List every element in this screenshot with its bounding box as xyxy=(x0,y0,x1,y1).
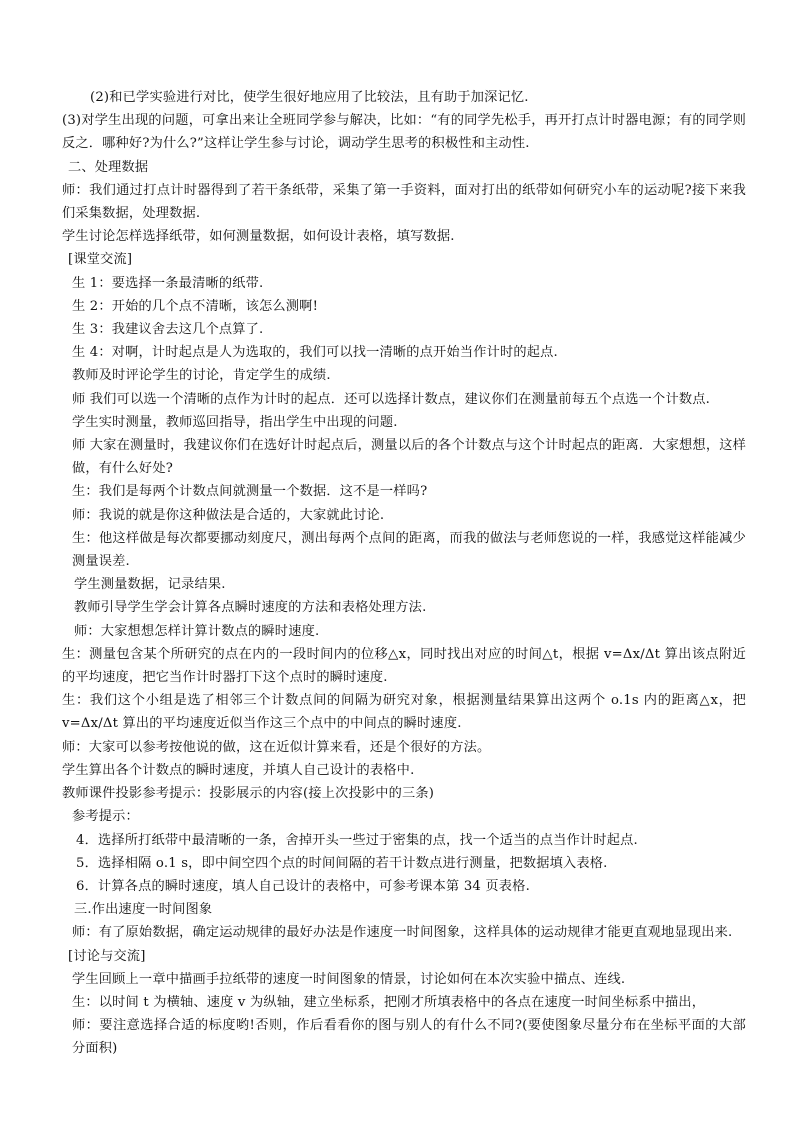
paragraph: 学生讨论怎样选择纸带，如何测量数据，如何设计表格，填写数据. xyxy=(62,229,455,245)
paragraph: (3)对学生出现的问题，可拿出来让全班同学参与解决，比如：“有的同学先松手，再开打点计时器电源；有的同学则反之．哪种好?为什么?”这样让学生参与讨论，调动学生思考的积极性和主动性. xyxy=(62,113,746,152)
dialogue-line: 生 1：要选择一条最清晰的纸带. xyxy=(72,275,264,291)
paragraph: 教师引导学生学会计算各点瞬时速度的方法和表格处理方法. xyxy=(74,600,427,616)
dialogue-line: 师 大家在测量时，我建议你们在选好计时起点后，测量以后的各个计数点与这个计时起点的距离．大家想想，这样做，有什么好处? xyxy=(72,438,746,477)
list-item: 5．选择相隔 o.1 s，即中间空四个点的时间间隔的若干计数点进行测量，把数据填入表格. xyxy=(76,855,608,871)
dialogue-line: 生：我们这个小组是选了相邻三个计数点间的间隔为研究对象，根据测量结果算出这两个 o.1s 内的距离△x，把 v=Δx/Δt 算出的平均速度近似当作这三个点中的中间点的瞬时速度. xyxy=(62,693,746,732)
subsection-label: [课堂交流] xyxy=(68,252,133,268)
dialogue-line: 生：以时间 t 为横轴、速度 v 为纵轴，建立坐标系，把刚才所填表格中的各点在速度一时间坐标系中描出， xyxy=(72,994,706,1010)
paragraph: 师：我们通过打点计时器得到了若干条纸带，采集了第一手资料，面对打出的纸带如何研究小车的运动呢?接下来我们采集数据，处理数据. xyxy=(62,182,746,222)
subsection-label: [讨论与交流] xyxy=(68,948,146,964)
dialogue-line: 师 我们可以选一个清晰的点作为计时的起点．还可以选择计数点，建议你们在测量前每五个点选一个计数点. xyxy=(72,391,710,407)
paragraph: 教师及时评论学生的讨论，肯定学生的成绩. xyxy=(72,368,331,384)
dialogue-line: 师：我说的就是你这种做法是合适的，大家就此讨论. xyxy=(72,507,385,523)
document-body xyxy=(62,86,746,1061)
list-item: 6．计算各点的瞬时速度，填人自己设计的表格中，可参考课本第 34 页表格. xyxy=(76,878,530,894)
dialogue-line: 生 2：开始的几个点不清晰，该怎么测啊! xyxy=(72,298,319,314)
dialogue-line: 师：有了原始数据，确定运动规律的最好办法是作速度一时间图象，这样具体的运动规律才能更直观地显现出来. xyxy=(72,925,733,941)
paragraph: 学生实时测量，教师巡回指导，指出学生中出现的问题. xyxy=(72,414,398,430)
paragraph: 学生回顾上一章中描画手拉纸带的速度一时间图象的情景，讨论如何在本次实验中描点、连线. xyxy=(72,971,626,987)
list-item: 4．选择所打纸带中最清晰的一条，舍掉开头一些过于密集的点，找一个适当的点当作计时起点. xyxy=(76,832,638,848)
subsection-label: 参考提示： xyxy=(72,809,139,825)
dialogue-line: 生：他这样做是每次都要挪动刻度尺，测出每两个点间的距离，而我的做法与老师您说的一样，我感觉这样能减少测量误差. xyxy=(72,530,746,570)
dialogue-line: 生：测量包含某个所研究的点在内的一段时间内的位移△x，同时找出对应的时间△t，根据 v=Δx/Δt 算出该点附近的平均速度，把它当作计时器打下这个点时的瞬时速度. xyxy=(62,646,746,686)
dialogue-line: 生：我们是每两个计数点间就测量一个数据．这不是一样吗? xyxy=(72,484,428,500)
paragraph: 学生测量数据，记录结果. xyxy=(74,577,226,593)
dialogue-line: 师：大家想想怎样计算计数点的瞬时速度. xyxy=(74,623,320,639)
paragraph: 学生算出各个计数点的瞬时速度，并填人自己设计的表格中. xyxy=(62,762,415,778)
dialogue-line: 师：大家可以参考按他说的做，这在近似计算来看，还是个很好的方法。 xyxy=(62,739,491,755)
section-heading: 二、处理数据 xyxy=(68,159,149,175)
dialogue-line: 生 4：对啊，计时起点是人为选取的，我们可以找一清晰的点开始当作计时的起点. xyxy=(72,345,558,361)
dialogue-line: 生 3：我建议舍去这几个点算了. xyxy=(72,322,264,338)
paragraph: (2)和已学实验进行对比，使学生很好地应用了比较法，且有助于加深记忆. xyxy=(90,90,529,105)
dialogue-line: 师：要注意选择合适的标度哟!否则，作后看看你的图与别人的有什么不同?(要使图象尽量分布在坐标平面的大部分面积) xyxy=(72,1018,746,1057)
paragraph: 教师课件投影参考提示：投影展示的内容(接上次投影中的三条) xyxy=(62,786,435,802)
section-heading: 三.作出速度一时间图象 xyxy=(74,902,213,918)
